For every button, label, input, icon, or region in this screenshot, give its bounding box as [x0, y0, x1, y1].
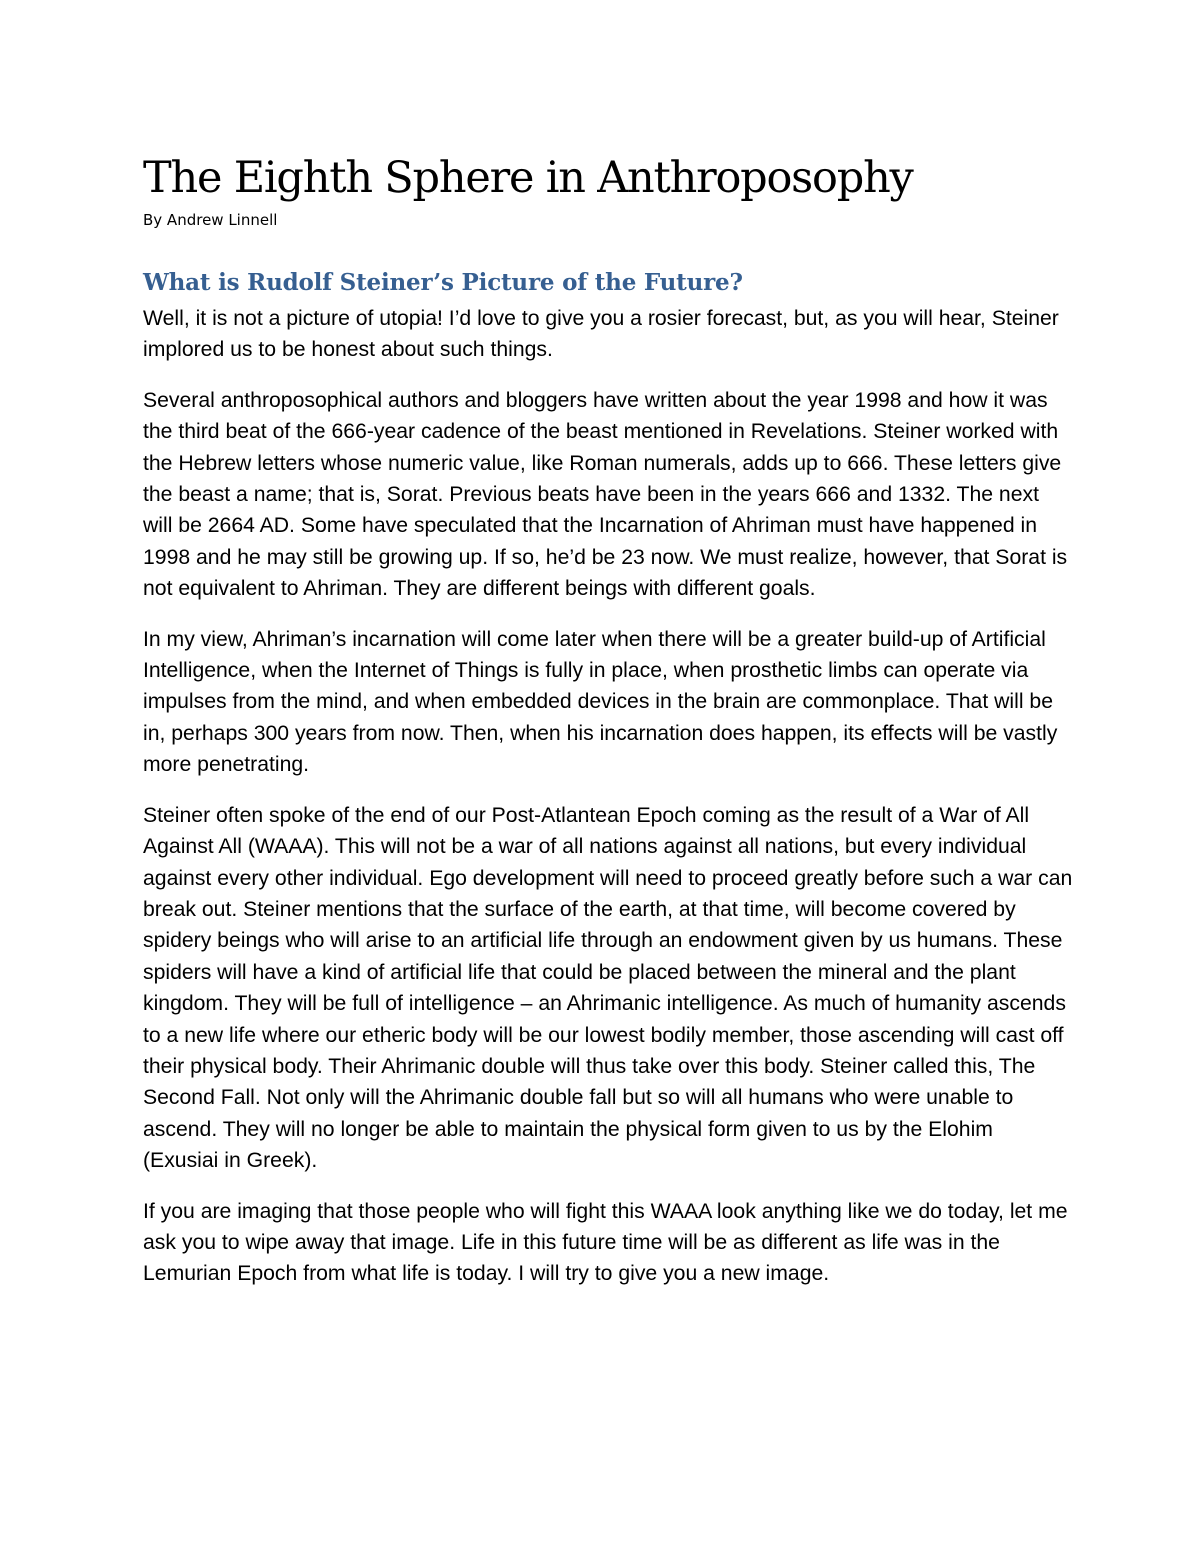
section-heading: What is Rudolf Steiner’s Picture of the Future? — [143, 269, 743, 296]
paragraph-3: In my view, Ahriman’s incarnation will come later when there will be a greater build-up of Artificial Intelligence, when the Internet of Things is fully in place, when prosthetic limbs can operate via impulses from the mind, and when embedded devices in the brain are commonplace. That will be in, perhaps 300 years from now. Then, when his incarnation does happen, its effects will be vastly more penetrating. — [143, 627, 1058, 777]
author-byline: By Andrew Linnell — [143, 211, 278, 229]
document-body — [143, 140, 1073, 1309]
paragraph-4: Steiner often spoke of the end of our Post-Atlantean Epoch coming as the result of a War of All Against All (WAAA). This will not be a war of all nations against all nations, but every individual against every other individual. Ego development will need to proceed greatly before such a war can break out. Steiner mentions that the surface of the earth, at that time, will become covered by spidery beings who will arise to an artificial life through an endowment given by us humans. These spiders will have a kind of artificial life that could be placed between the mineral and the plant kingdom. They will be full of intelligence – an Ahrimanic intelligence. As much of humanity ascends to a new life where our etheric body will be our lowest bodily member, those ascending will cast off their physical body. Their Ahrimanic double will thus take over this body. Steiner called this, The Second Fall. Not only will the Ahrimanic double fall but so will all humans who were unable to ascend. They will no longer be able to maintain the physical form given to us by the Elohim (Exusiai in Greek). — [143, 803, 1073, 1173]
paragraph-5: If you are imaging that those people who will fight this WAAA look anything like we do today, let me ask you to wipe away that image. Life in this future time will be as different as life was in the Lemurian Epoch from what life is today. I will try to give you a new image. — [143, 1199, 1068, 1286]
paragraph-1: Well, it is not a picture of utopia! I’d love to give you a rosier forecast, but, as you will hear, Steiner implored us to be honest about such things. — [143, 307, 1059, 362]
paragraph-2: Several anthroposophical authors and bloggers have written about the year 1998 and how it was the third beat of the 666-year cadence of the beast mentioned in Revelations. Steiner worked with the Hebrew letters whose numeric value, like Roman numerals, adds up to 666. These letters give the beast a name; that is, Sorat. Previous beats have been in the years 666 and 1332. The next will be 2664 AD. Some have speculated that the Incarnation of Ahriman must have happened in 1998 and he may still be growing up. If so, he’d be 23 now. We must realize, however, that Sorat is not equivalent to Ahriman. They are different beings with different goals. — [143, 388, 1068, 601]
document-title: The Eighth Sphere in Anthroposophy — [143, 153, 913, 203]
